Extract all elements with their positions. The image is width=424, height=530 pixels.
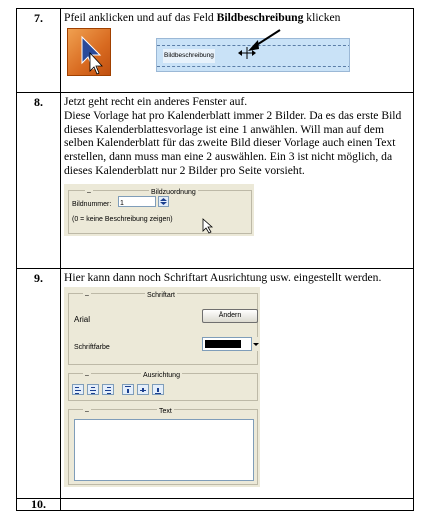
font-color-label: Schriftfarbe bbox=[74, 343, 110, 351]
step-number: 7. bbox=[17, 9, 61, 93]
step-number: 10. bbox=[17, 499, 61, 511]
bold-term: Bildbeschreibung bbox=[216, 11, 304, 24]
step-9-text: Hier kann dann noch Schriftart Ausrichtung usw. eingestellt werden. bbox=[64, 271, 382, 284]
step-row-10 bbox=[17, 499, 414, 511]
bildzuordnung-panel bbox=[64, 184, 254, 236]
align-right-icon[interactable] bbox=[102, 384, 114, 395]
steps-table bbox=[16, 8, 414, 511]
step-row-9 bbox=[17, 269, 414, 499]
valign-top-icon[interactable] bbox=[122, 384, 134, 395]
step-row-8 bbox=[17, 93, 414, 269]
document-page bbox=[16, 8, 414, 511]
align-center-icon[interactable] bbox=[87, 384, 99, 395]
valign-bottom-icon[interactable] bbox=[152, 384, 164, 395]
field-label: Bildbeschreibung bbox=[163, 49, 215, 63]
panel-title: Schriftart bbox=[145, 289, 177, 303]
collapse-button[interactable]: – bbox=[83, 405, 91, 419]
font-name: Arial bbox=[74, 314, 91, 324]
bildnummer-label: Bildnummer: bbox=[72, 200, 112, 208]
step-8-paragraph: Diese Vorlage hat pro Kalenderblatt immer 2 Bilder. Da es das erste Bild dieses Kalenderblattesvorlage ist eine 1 anwählen. Will man auf dem selben Kalenderblatt für das zweite Bild dieser Vorlage auch einen Text erstellen, dann muss man eine 2 auswählen. Ein 3 ist nicht möglich, da dieses Kalenderblatt nur 2 Bilder pro Seite vorsieht. bbox=[64, 108, 402, 177]
panel-title: Bildzuordnung bbox=[149, 186, 198, 200]
pointer-arrow-icon bbox=[232, 28, 302, 68]
cursor-arrow-icon bbox=[68, 29, 112, 77]
panel-title: Text bbox=[157, 405, 174, 419]
collapse-button[interactable]: – bbox=[83, 289, 91, 303]
description-textarea[interactable] bbox=[74, 419, 254, 481]
color-swatch bbox=[205, 340, 241, 348]
step-number: 8. bbox=[17, 93, 61, 269]
valign-middle-icon[interactable] bbox=[137, 384, 149, 395]
change-font-button[interactable]: Ändern bbox=[202, 309, 258, 323]
cursor-arrow-icon bbox=[202, 218, 214, 234]
step-row-7 bbox=[17, 9, 414, 93]
spinner-icon[interactable] bbox=[158, 196, 169, 207]
collapse-button[interactable]: – bbox=[85, 186, 93, 200]
settings-panel bbox=[64, 287, 260, 487]
step-7-illustration bbox=[64, 28, 410, 80]
bildnummer-input[interactable]: 1 bbox=[118, 196, 156, 207]
step-number: 9. bbox=[17, 269, 61, 499]
step-8-line1: Jetzt geht recht ein anderes Fenster auf. bbox=[64, 95, 248, 108]
align-left-icon[interactable] bbox=[72, 384, 84, 395]
panel-title: Ausrichtung bbox=[141, 369, 182, 383]
font-color-select[interactable] bbox=[202, 337, 252, 351]
collapse-button[interactable]: – bbox=[83, 369, 91, 383]
dropdown-arrow-icon[interactable] bbox=[252, 337, 260, 351]
bildnummer-hint: (0 = keine Beschreibung zeigen) bbox=[72, 215, 173, 223]
step-7-text: Pfeil anklicken und auf das Feld Bildbeschreibung klicken bbox=[64, 11, 341, 24]
pointer-icon bbox=[67, 28, 111, 76]
